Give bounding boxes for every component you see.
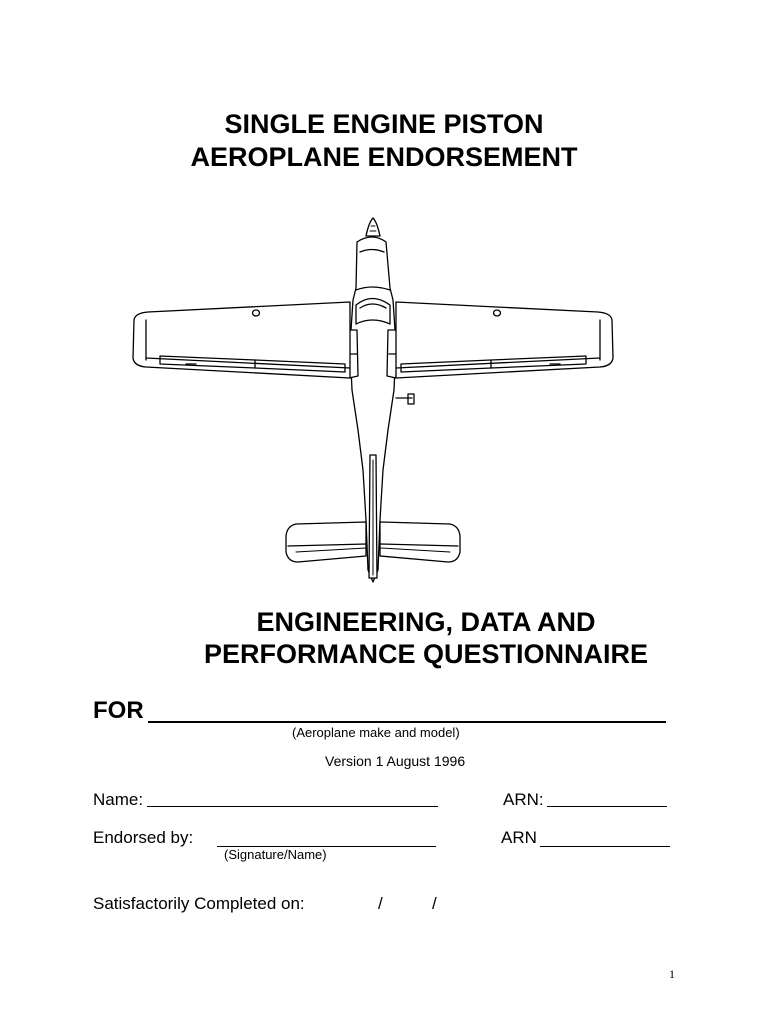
arn-label: ARN:	[503, 790, 544, 809]
date-separator: /	[432, 894, 437, 913]
version-text: Version 1 August 1996	[325, 753, 466, 769]
endorser-arn-label: ARN	[501, 828, 537, 847]
endorser-arn-field[interactable]	[540, 846, 670, 847]
questionnaire-title-line-2: PERFORMANCE QUESTIONNAIRE	[203, 639, 649, 669]
page-number: 1	[669, 967, 675, 981]
date-separator: /	[378, 894, 383, 913]
for-label: FOR	[93, 697, 144, 724]
document-title-line-2: AEROPLANE ENDORSEMENT	[190, 142, 578, 172]
endorsed-by-label: Endorsed by:	[93, 828, 194, 847]
aeroplane-make-model-field[interactable]	[148, 721, 666, 723]
name-field[interactable]	[147, 806, 438, 807]
document-title-line-1: SINGLE ENGINE PISTON	[224, 109, 544, 139]
make-model-caption: (Aeroplane make and model)	[292, 725, 460, 740]
signature-caption: (Signature/Name)	[224, 847, 327, 862]
completed-on-label: Satisfactorily Completed on:	[93, 894, 305, 913]
name-label: Name:	[93, 790, 144, 809]
questionnaire-title-line-1: ENGINEERING, DATA AND	[256, 607, 596, 637]
aeroplane-top-view-icon	[125, 212, 620, 588]
arn-field[interactable]	[547, 806, 667, 807]
